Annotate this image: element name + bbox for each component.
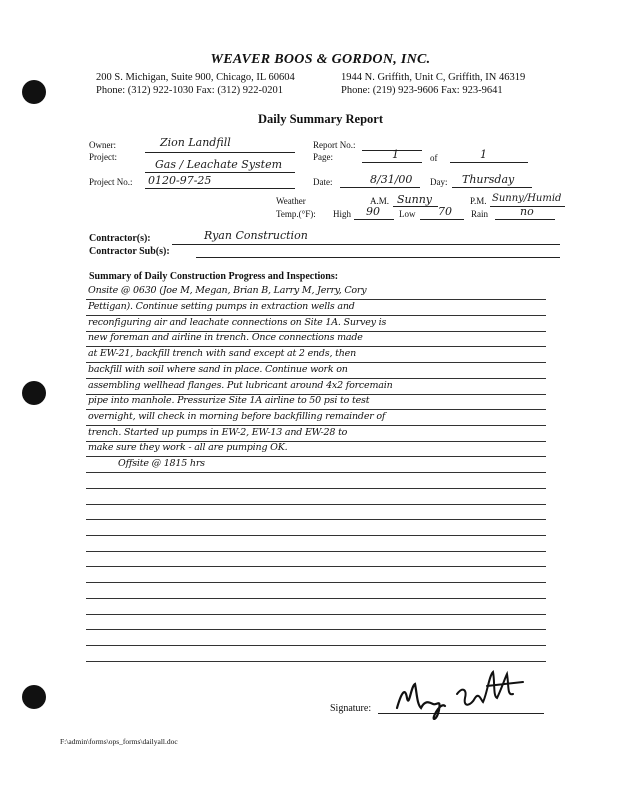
low-line [420, 219, 464, 220]
high-value: 90 [366, 205, 380, 218]
am-value: Sunny [397, 193, 433, 206]
page-label: Page: [313, 152, 333, 162]
binder-hole-bottom [22, 685, 46, 709]
summary-line: at EW-21, backfill trench with sand except at 2 ends, then [88, 348, 356, 359]
owner-line [145, 152, 295, 153]
summary-line: Pettigan). Continue setting pumps in extraction wells and [88, 301, 355, 312]
summary-line: trench. Started up pumps in EW-2, EW-13 and EW-28 to [88, 427, 348, 438]
summary-rule [86, 535, 546, 536]
summary-line: reconfiguring air and leachate connections on Site 1A. Survey is [88, 317, 387, 328]
contractor-sub-label: Contractor Sub(s): [89, 246, 170, 257]
contractor-label: Contractor(s): [89, 233, 151, 244]
summary-rule [86, 299, 546, 300]
high-label: High [333, 209, 351, 219]
binder-hole-top [22, 80, 46, 104]
company-name: WEAVER BOOS & GORDON, INC. [210, 52, 431, 67]
report-no-label: Report No.: [313, 140, 356, 150]
summary-rule [86, 315, 546, 316]
summary-rule [86, 346, 546, 347]
summary-rule [86, 456, 546, 457]
footer-file-path: F:\admin\forms\ops_forms\dailyall.doc [60, 737, 178, 746]
rain-line [495, 219, 555, 220]
summary-rule [86, 645, 546, 646]
pm-value: Sunny/Humid [492, 193, 562, 204]
day-label: Day: [430, 177, 448, 187]
summary-rule [86, 504, 546, 505]
low-value: 70 [438, 205, 452, 218]
summary-rule [86, 614, 546, 615]
summary-rule [86, 551, 546, 552]
page-value: 1 [392, 148, 399, 161]
summary-line: backfill with soil where sand in place. Continue work on [88, 364, 348, 375]
office1-address: 200 S. Michigan, Suite 900, Chicago, IL 60604 [96, 72, 295, 83]
summary-rule [86, 519, 546, 520]
date-label: Date: [313, 177, 333, 187]
project-no-line [145, 188, 295, 189]
summary-line: overnight, will check in morning before backfilling remainder of [88, 411, 386, 422]
summary-line: make sure they work - all are pumping OK. [88, 442, 288, 453]
summary-rule [86, 425, 546, 426]
temp-label: Temp.(°F): [276, 209, 316, 219]
date-value: 8/31/00 [370, 173, 413, 186]
summary-rule [86, 362, 546, 363]
summary-rule [86, 378, 546, 379]
summary-rule [86, 582, 546, 583]
office1-phone: Phone: (312) 922-1030 Fax: (312) 922-0201 [96, 85, 283, 96]
summary-rule [86, 472, 546, 473]
summary-rule [86, 566, 546, 567]
summary-line: pipe into manhole. Pressurize Site 1A airline to 50 psi to test [88, 395, 370, 406]
summary-line: Onsite @ 0630 (Joe M, Megan, Brian B, Larry M, Jerry, Cory [88, 285, 367, 296]
project-line [145, 172, 295, 173]
of-value: 1 [480, 148, 487, 161]
rain-value: no [520, 205, 534, 218]
binder-hole-middle [22, 381, 46, 405]
project-value: Gas / Leachate System [155, 158, 283, 171]
summary-rule [86, 409, 546, 410]
am-line [393, 206, 438, 207]
high-line [354, 219, 394, 220]
pm-label: P.M. [470, 196, 487, 206]
contractor-value: Ryan Construction [204, 229, 308, 242]
summary-line: assembling wellhead flanges. Put lubricant around 4x2 forcemain [88, 380, 393, 391]
report-title: Daily Summary Report [258, 112, 383, 126]
date-line [340, 187, 420, 188]
weather-label: Weather [276, 196, 306, 206]
office2-address: 1944 N. Griffith, Unit C, Griffith, IN 46319 [341, 72, 526, 83]
summary-line: Offsite @ 1815 hrs [118, 458, 205, 469]
summary-line: new foreman and airline in trench. Once connections made [88, 332, 363, 343]
owner-value: Zion Landfill [160, 136, 231, 149]
am-label: A.M. [370, 196, 390, 206]
rain-label: Rain [471, 209, 488, 219]
contractor-sub-line [196, 257, 560, 258]
summary-rule [86, 629, 546, 630]
signature-label: Signature: [330, 703, 372, 714]
day-value: Thursday [462, 173, 515, 186]
summary-rule [86, 661, 546, 662]
signature-image [383, 664, 533, 724]
summary-heading: Summary of Daily Construction Progress and Inspections: [89, 271, 339, 282]
owner-label: Owner: [89, 140, 116, 150]
of-line [450, 162, 528, 163]
project-no-value: 0120-97-25 [148, 174, 212, 187]
summary-rule [86, 488, 546, 489]
of-label: of [430, 153, 438, 163]
project-label: Project: [89, 152, 117, 162]
low-label: Low [399, 209, 416, 219]
contractor-line [172, 244, 560, 245]
page-line [362, 162, 422, 163]
project-no-label: Project No.: [89, 177, 133, 187]
day-line [452, 187, 532, 188]
office2-phone: Phone: (219) 923-9606 Fax: 923-9641 [341, 85, 503, 96]
summary-rule [86, 598, 546, 599]
